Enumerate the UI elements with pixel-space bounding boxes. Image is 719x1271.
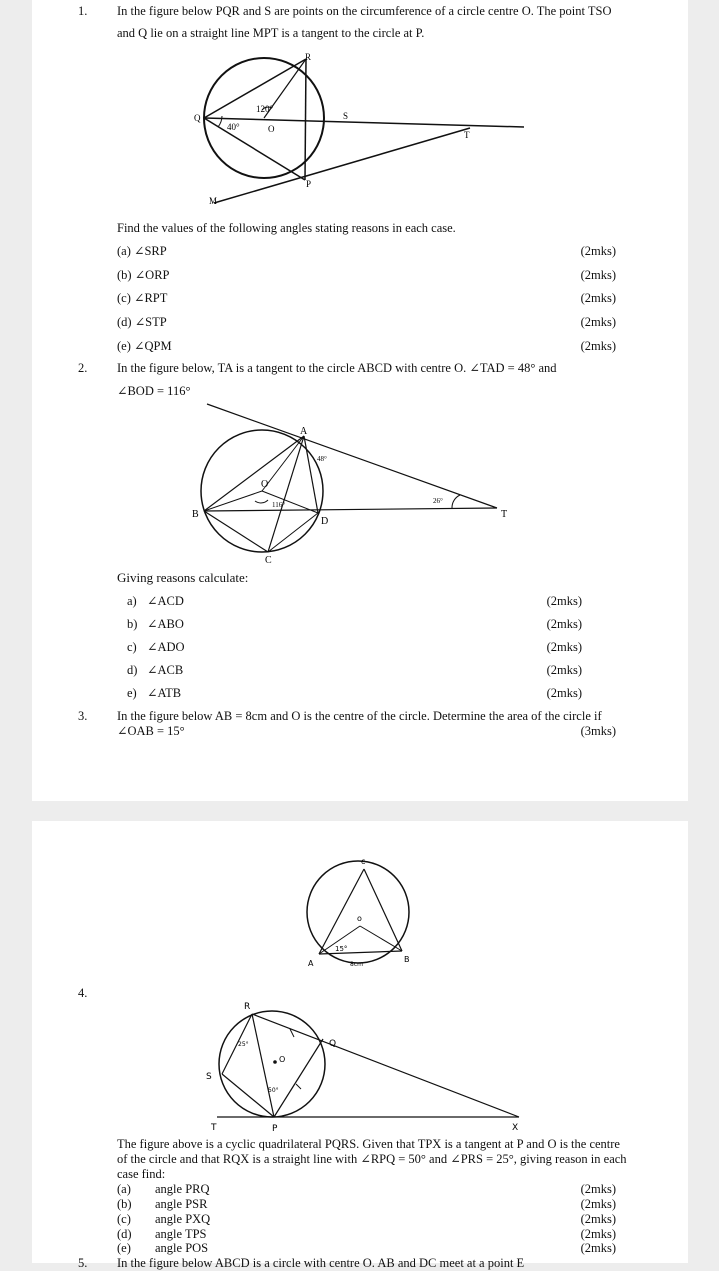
q4-part-b-letter: (b) [117, 1197, 132, 1211]
q4-label-X: X [512, 1123, 519, 1133]
q4-label-P: P [272, 1124, 278, 1134]
q2-label-D: D [321, 516, 329, 527]
q1-label-Q: Q [194, 113, 201, 123]
q1-angle-40: 40° [227, 122, 240, 132]
q5-text-line1: In the figure below ABCD is a circle with centre O. AB and DC meet at a point E [117, 1256, 525, 1270]
q4-label-Q: Q [329, 1039, 337, 1049]
q2-part-d: ∠ACB [147, 663, 184, 677]
q1-label-R: R [305, 52, 312, 62]
q2-number: 2. [78, 361, 88, 375]
q3-marks: (3mks) [580, 724, 616, 738]
q1-label-P: P [306, 179, 312, 189]
q1-text-line2: and Q lie on a straight line MPT is a tangent to the circle at P. [117, 26, 425, 40]
q4-figure [200, 995, 525, 1135]
q3-length: 8cm [350, 961, 363, 968]
q1-part-e: (e) ∠QPM [117, 339, 172, 353]
q2-part-c: ∠ADO [147, 640, 185, 654]
q4-part-d: angle TPS [155, 1227, 207, 1241]
q2-part-a-marks: (2mks) [546, 594, 582, 608]
q4-part-d-letter: (d) [117, 1227, 132, 1241]
q1-part-e-marks: (2mks) [580, 339, 616, 353]
q3-label-A: A [308, 959, 314, 968]
q2-text-line2: ∠BOD = 116° [117, 384, 191, 398]
q1-part-d-marks: (2mks) [580, 315, 616, 329]
q3-angle: 15° [335, 945, 348, 953]
q2-part-e-letter: e) [127, 686, 137, 700]
q2-part-a-letter: a) [127, 594, 137, 608]
q1-part-c: (c) ∠RPT [117, 291, 168, 305]
q4-part-d-marks: (2mks) [580, 1227, 616, 1241]
q2-part-c-marks: (2mks) [546, 640, 582, 654]
q4-part-b-marks: (2mks) [580, 1197, 616, 1211]
q1-label-S: S [343, 111, 349, 121]
q2-part-c-letter: c) [127, 640, 137, 654]
q1-label-M: M [209, 196, 218, 206]
q1-part-d: (d) ∠STP [117, 315, 167, 329]
q4-part-a-marks: (2mks) [580, 1182, 616, 1196]
q2-part-a: ∠ACD [147, 594, 184, 608]
q3-number: 3. [78, 709, 88, 723]
q4-angle-50: 50° [268, 1087, 279, 1094]
q3-label-C: c [361, 857, 366, 866]
q2-angle-116: 116° [272, 501, 286, 509]
q4-part-e: angle POS [155, 1241, 209, 1255]
q3-label-O: o [357, 914, 362, 923]
q4-label-S: S [206, 1072, 212, 1082]
q4-part-c-letter: (c) [117, 1212, 131, 1226]
q1-figure [190, 48, 530, 213]
q1-number: 1. [78, 4, 88, 18]
q2-label-A: A [300, 426, 308, 437]
q4-label-R: R [244, 1002, 251, 1012]
q2-part-b: ∠ABO [147, 617, 184, 631]
q4-part-a: angle PRQ [155, 1182, 210, 1196]
q4-angle-25: 25° [238, 1041, 249, 1048]
q1-label-O: O [268, 124, 275, 134]
q3-text-line1: In the figure below AB = 8cm and O is the centre of the circle. Determine the area of the circle if [117, 709, 602, 723]
q2-instruction: Giving reasons calculate: [117, 570, 249, 585]
q2-part-e: ∠ATB [147, 686, 182, 700]
q2-part-b-marks: (2mks) [546, 617, 582, 631]
q4-part-e-marks: (2mks) [580, 1241, 616, 1255]
q4-part-b: angle PSR [155, 1197, 208, 1211]
q2-part-d-letter: d) [127, 663, 138, 677]
q4-label-O: O [279, 1055, 286, 1064]
q4-part-c-marks: (2mks) [580, 1212, 616, 1226]
q1-text-line1: In the figure below PQR and S are points on the circumference of a circle centre O. The point TSO [117, 4, 612, 18]
q1-part-b-marks: (2mks) [580, 268, 616, 282]
q1-instruction: Find the values of the following angles stating reasons in each case. [117, 221, 456, 235]
q2-angle-48: 48° [317, 455, 327, 463]
q4-part-a-letter: (a) [117, 1182, 131, 1196]
q4-text-line3: case find: [117, 1167, 166, 1181]
q1-part-a-marks: (2mks) [580, 244, 616, 258]
q2-part-d-marks: (2mks) [546, 663, 582, 677]
q4-number: 4. [78, 986, 88, 1000]
q3-figure [300, 850, 420, 975]
q2-label-O: O [261, 479, 269, 490]
q4-part-c: angle PXQ [155, 1212, 211, 1226]
q4-text-line1: The figure above is a cyclic quadrilateral PQRS. Given that TPX is a tangent at P and O is the centre [117, 1137, 620, 1151]
q4-part-e-letter: (e) [117, 1241, 131, 1255]
q2-label-T: T [501, 509, 508, 520]
q2-part-e-marks: (2mks) [546, 686, 582, 700]
q2-figure [180, 400, 520, 570]
q4-text-line2: of the circle and that RQX is a straight line with ∠RPQ = 50° and ∠PRS = 25°, giving reason in each [117, 1152, 627, 1166]
q4-label-T: T [211, 1123, 217, 1133]
q1-part-a: (a) ∠SRP [117, 244, 167, 258]
q2-angle-26: 26° [433, 497, 443, 505]
q1-angle-120: 120° [256, 104, 274, 114]
q1-part-c-marks: (2mks) [580, 291, 616, 305]
q3-text-line2: ∠OAB = 15° [117, 724, 185, 738]
q2-part-b-letter: b) [127, 617, 138, 631]
q5-number: 5. [78, 1256, 88, 1270]
q2-label-C: C [265, 555, 272, 566]
q2-text-line1: In the figure below, TA is a tangent to the circle ABCD with centre O. ∠TAD = 48° and [117, 361, 557, 375]
q1-label-T: T [464, 130, 470, 140]
q2-label-B: B [192, 509, 199, 520]
q1-part-b: (b) ∠ORP [117, 268, 170, 282]
q3-label-B: B [404, 955, 410, 964]
